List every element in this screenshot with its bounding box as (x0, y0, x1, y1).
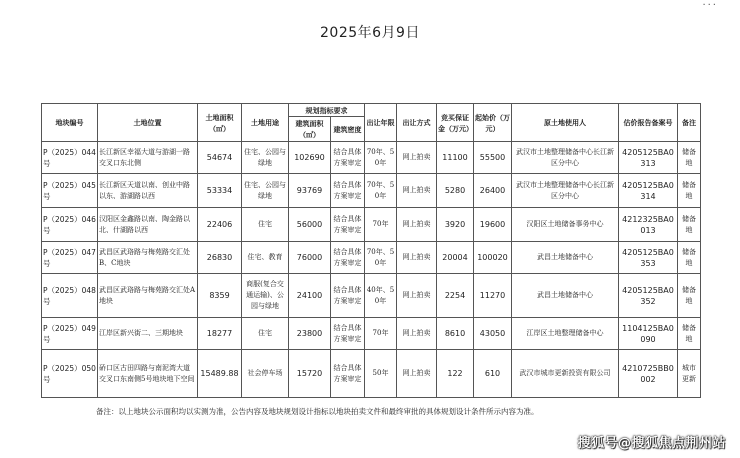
cell-location: 江岸区新兴街二、三期地块 (98, 318, 198, 350)
cell-method: 网上拍卖 (397, 208, 437, 242)
watermark: 搜狐号@搜狐焦点荆州站 (577, 436, 726, 451)
cell-term: 70年 (365, 318, 397, 350)
cell-building-area: 93769 (289, 174, 331, 208)
cell-original-user: 汉阳区土地储备事务中心 (512, 208, 619, 242)
cell-use: 商服(复合交通运输)、公园与绿地 (242, 274, 289, 318)
cell-use: 住宅、公园与绿地 (242, 174, 289, 208)
cell-original-user: 武昌土地储备中心 (512, 242, 619, 274)
cell-term: 70年 (365, 208, 397, 242)
cell-record-no: 4210725BB0002 (619, 350, 678, 398)
cell-lot-no: P（2025）047号 (42, 242, 98, 274)
cell-record-no: 4205125BA0314 (619, 174, 678, 208)
cell-original-user: 江岸区土地整理储备中心 (512, 318, 619, 350)
header-record-no: 估价报告备案号 (619, 104, 678, 142)
cell-density: 结合具体方案审定 (331, 208, 365, 242)
cell-method: 网上拍卖 (397, 350, 437, 398)
table-row (42, 242, 701, 274)
cell-location: 长江新区幸福大道与游湖一路交叉口东北侧 (98, 142, 198, 174)
cell-deposit: 8610 (437, 318, 474, 350)
cell-original-user: 武汉市城市更新投资有限公司 (512, 350, 619, 398)
cell-remark: 储备地 (678, 208, 701, 242)
cell-start-price: 19600 (474, 208, 512, 242)
cell-record-no: 1104125BA0090 (619, 318, 678, 350)
header-term: 出让年限 (365, 104, 397, 142)
cell-record-no: 4212325BA0013 (619, 208, 678, 242)
cell-method: 网上拍卖 (397, 318, 437, 350)
cell-deposit: 5280 (437, 174, 474, 208)
header-start-price: 起始价（万元） (474, 104, 512, 142)
header-area: 土地面积（㎡） (198, 104, 242, 142)
cell-use: 住宅 (242, 318, 289, 350)
cell-area: 22406 (198, 208, 242, 242)
cell-method: 网上拍卖 (397, 274, 437, 318)
cropped-header-text (0, 0, 740, 6)
header-use: 土地用途 (242, 104, 289, 142)
cell-term: 40年、50年 (365, 274, 397, 318)
cell-remark: 储备地 (678, 274, 701, 318)
cell-building-area: 23800 (289, 318, 331, 350)
cell-deposit: 2254 (437, 274, 474, 318)
cell-location: 武昌区武珞路与梅苑路交汇处A地块 (98, 274, 198, 318)
header-method: 出让方式 (397, 104, 437, 142)
cell-term: 70年、50年 (365, 142, 397, 174)
cell-deposit: 122 (437, 350, 474, 398)
cell-location: 武昌区武珞路与梅苑路交汇处B、C地块 (98, 242, 198, 274)
cell-area: 8359 (198, 274, 242, 318)
header-original-user: 原土地使用人 (512, 104, 619, 142)
cell-start-price: 26400 (474, 174, 512, 208)
cell-area: 53334 (198, 174, 242, 208)
cell-building-area: 56000 (289, 208, 331, 242)
document-date: 2025年6月9日 (320, 25, 420, 41)
cell-use: 住宅、教育 (242, 242, 289, 274)
cell-lot-no: P（2025）048号 (42, 274, 98, 318)
cell-lot-no: P（2025）045号 (42, 174, 98, 208)
cell-start-price: 100020 (474, 242, 512, 274)
cell-remark: 储备地 (678, 142, 701, 174)
cell-start-price: 11270 (474, 274, 512, 318)
cell-lot-no: P（2025）046号 (42, 208, 98, 242)
cell-location: 汉阳区金鑫路以南、陶金路以北、什湖路以西 (98, 208, 198, 242)
cell-location: 长江新区天道以南、创业中路以东、游湖路以西 (98, 174, 198, 208)
table-row (42, 350, 701, 398)
cell-building-area: 15720 (289, 350, 331, 398)
cell-record-no: 4205125BA0353 (619, 242, 678, 274)
table-row (42, 208, 701, 242)
table-row (42, 142, 701, 174)
cell-remark: 储备地 (678, 242, 701, 274)
header-building-area: 建筑面积（㎡） (289, 117, 331, 142)
cell-term: 50年 (365, 350, 397, 398)
table-row (42, 174, 701, 208)
cell-method: 网上拍卖 (397, 142, 437, 174)
cell-deposit: 11100 (437, 142, 474, 174)
land-auction-table (41, 103, 701, 398)
cell-lot-no: P（2025）044号 (42, 142, 98, 174)
cell-density: 结合具体方案审定 (331, 274, 365, 318)
cell-density: 结合具体方案审定 (331, 350, 365, 398)
cell-original-user: 武昌土地储备中心 (512, 274, 619, 318)
cell-area: 26830 (198, 242, 242, 274)
cell-lot-no: P（2025）049号 (42, 318, 98, 350)
header-planning: 规划指标要求 (289, 104, 365, 117)
cell-use: 住宅 (242, 208, 289, 242)
table-body (42, 142, 701, 398)
cell-method: 网上拍卖 (397, 174, 437, 208)
table-row (42, 274, 701, 318)
cell-area: 54674 (198, 142, 242, 174)
header-remark: 备注 (678, 104, 701, 142)
cell-deposit: 20004 (437, 242, 474, 274)
footnote: 备注：以上地块公示面积均以实测为准，公告内容及地块规划设计指标以地块拍卖文件和最终审批的具体规划设计条件所示内容为准。 (96, 407, 539, 416)
cell-term: 70年、50年 (365, 174, 397, 208)
header-deposit: 竞买保证金（万元） (437, 104, 474, 142)
cell-density: 结合具体方案审定 (331, 242, 365, 274)
cell-original-user: 武汉市土地整理储备中心长江新区分中心 (512, 174, 619, 208)
cell-deposit: 3920 (437, 208, 474, 242)
table-header (42, 104, 701, 142)
cell-use: 住宅、公园与绿地 (242, 142, 289, 174)
cell-density: 结合具体方案审定 (331, 174, 365, 208)
cell-building-area: 24100 (289, 274, 331, 318)
cell-location: 硚口区古田四路与南泥湾大道交叉口东南侧5号地块地下空间 (98, 350, 198, 398)
cell-term: 70年、50年 (365, 242, 397, 274)
cell-remark: 城市更新 (678, 350, 701, 398)
cell-start-price: 610 (474, 350, 512, 398)
header-location: 土地位置 (98, 104, 198, 142)
cell-record-no: 4205125BA0352 (619, 274, 678, 318)
header-density: 建筑密度 (331, 117, 365, 142)
cell-building-area: 102690 (289, 142, 331, 174)
header-lot-no: 地块编号 (42, 104, 98, 142)
cell-use: 社会停车场 (242, 350, 289, 398)
cell-area: 15489.88 (198, 350, 242, 398)
cropped-header-fragment: ... (702, 0, 718, 6)
cell-lot-no: P（2025）050号 (42, 350, 98, 398)
cell-record-no: 4205125BA0313 (619, 142, 678, 174)
cell-method: 网上拍卖 (397, 242, 437, 274)
cell-area: 18277 (198, 318, 242, 350)
cell-start-price: 55500 (474, 142, 512, 174)
cell-building-area: 76000 (289, 242, 331, 274)
cell-remark: 储备地 (678, 318, 701, 350)
cell-remark: 储备地 (678, 174, 701, 208)
cell-density: 结合具体方案审定 (331, 142, 365, 174)
cell-density: 结合具体方案审定 (331, 318, 365, 350)
cell-original-user: 武汉市土地整理储备中心长江新区分中心 (512, 142, 619, 174)
table-row (42, 318, 701, 350)
cell-start-price: 43050 (474, 318, 512, 350)
